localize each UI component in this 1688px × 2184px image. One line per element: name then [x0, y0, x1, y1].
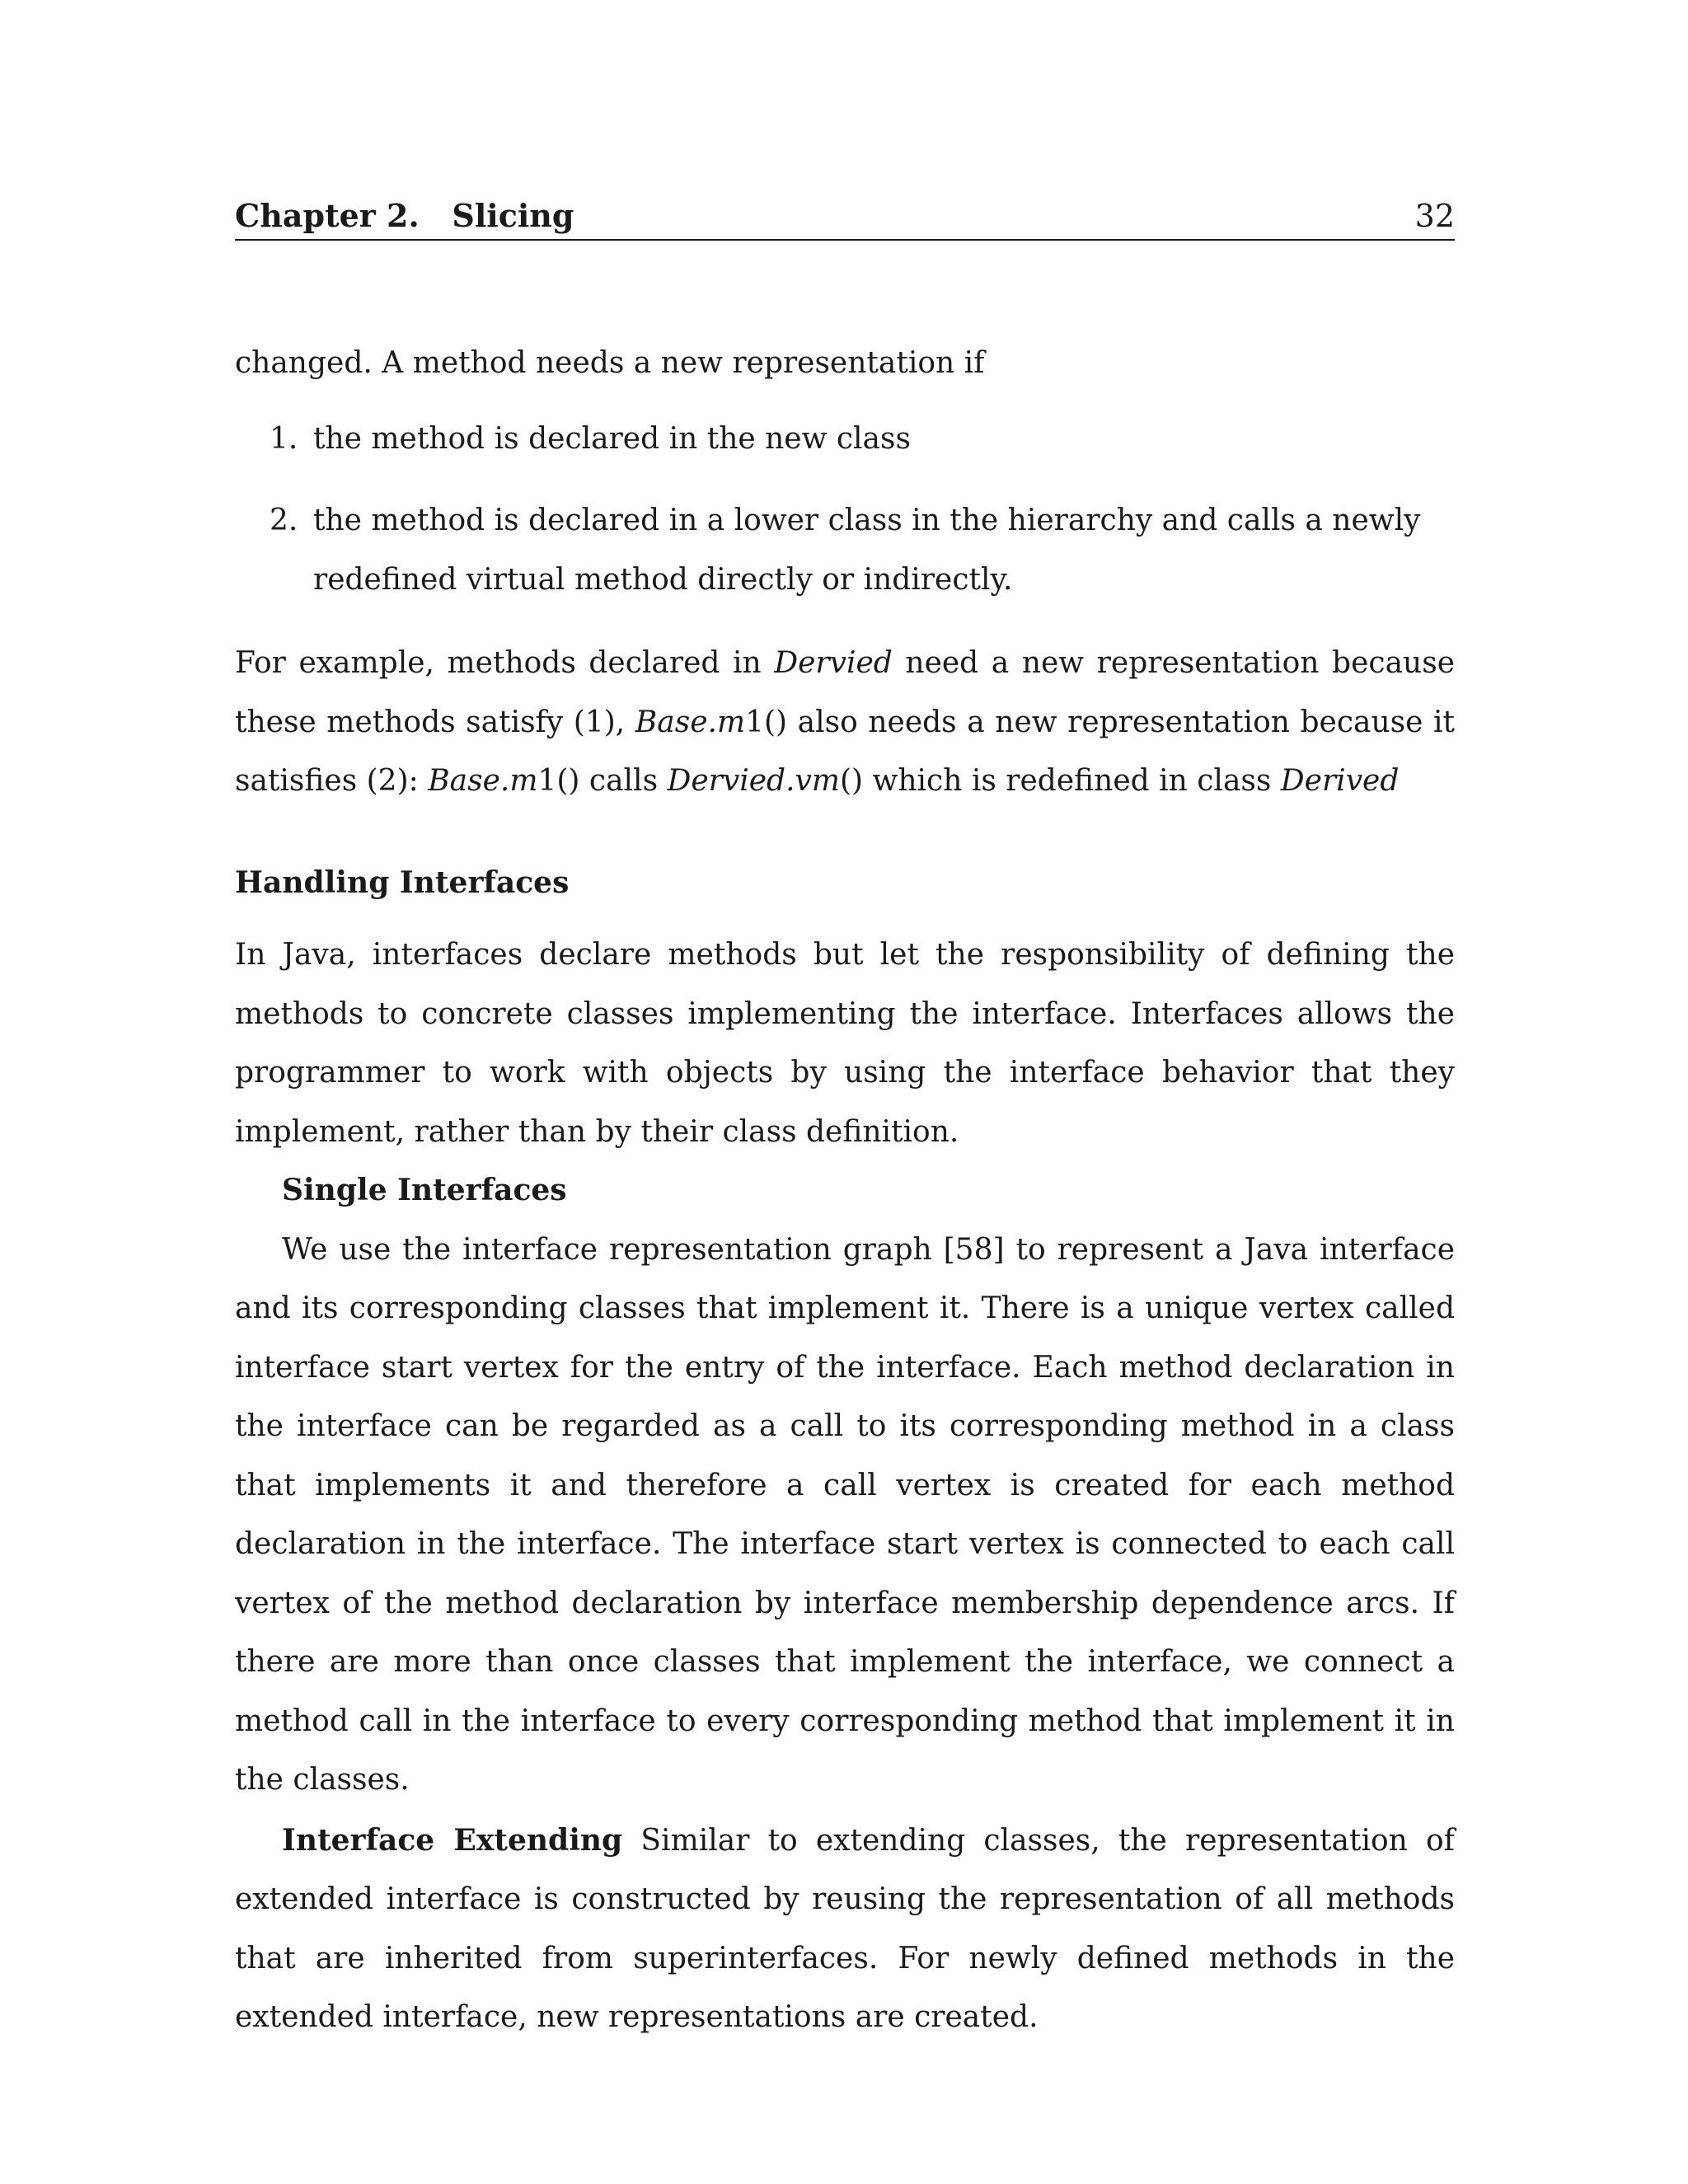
page-number: 32 [1414, 198, 1455, 234]
example-paragraph [235, 634, 1455, 811]
list-item-text: the method is declared in the new class [313, 421, 911, 456]
conditions-list [235, 410, 1455, 610]
section-heading: Handling Interfaces [235, 865, 570, 900]
list-item [235, 410, 1455, 469]
text-run: () which is redefined in class [840, 764, 1281, 798]
running-header [235, 198, 1455, 241]
list-item [235, 491, 1455, 609]
italic-term: Derived [1280, 764, 1400, 798]
italic-term: Dervied [774, 646, 893, 680]
interface-extending-paragraph [235, 1811, 1455, 2047]
list-item-text: the method is declared in a lower class in the hierarchy and calls a newly redefined virtual method directly or indirectly. [313, 504, 1421, 597]
inline-heading: Interface Extending [282, 1822, 623, 1858]
text-run: 1() also needs a new representation because it satisfies (2): [235, 705, 1455, 798]
italic-term: Base.m [635, 705, 746, 739]
document-body [235, 334, 1455, 2047]
italic-term: Dervied.vm [667, 764, 840, 798]
text-run: 1() calls [537, 764, 668, 798]
list-item-number: 2. [270, 504, 298, 537]
single-interfaces-paragraph: We use the interface representation graph [58] to represent a Java interface and its corresponding classes that implement it. There is a unique vertex called interface start vertex for the entry of the interface. Each method declaration in the interface can be regarded as a call to its corresponding method in a class that implements it and therefore a call vertex is created for each method declaration in the interface. The interface start vertex is connected to each call vertex of the method declaration by interface membership dependence arcs. If there are more than once classes that implement the interface, we connect a method call in the interface to every corresponding method that implement it in the classes. [235, 1232, 1455, 1797]
intro-paragraph: changed. A method needs a new representation if [235, 346, 985, 380]
chapter-title: Chapter 2. Slicing [235, 197, 574, 234]
text-run: For example, methods declared in [235, 646, 775, 680]
section-intro-paragraph: In Java, interfaces declare methods but let the responsibility of defining the methods to concrete classes implementing the interface. Interfaces allows the programmer to work with objects by using the interface behavior that they implement, rather than by their class definition. [235, 938, 1455, 1149]
text-run: need a new representation because these methods satisfy (1), [235, 646, 1455, 739]
italic-term: Base.m [428, 764, 538, 798]
text-run: Similar to extending classes, the representation of extended interface is constructed by reusing the representation of all methods that are inherited from superinterfaces. For newly defined methods in the extended interface, new representations are created. [235, 1823, 1455, 2034]
subsection-heading: Single Interfaces [282, 1173, 567, 1207]
list-item-number: 1. [270, 421, 298, 456]
